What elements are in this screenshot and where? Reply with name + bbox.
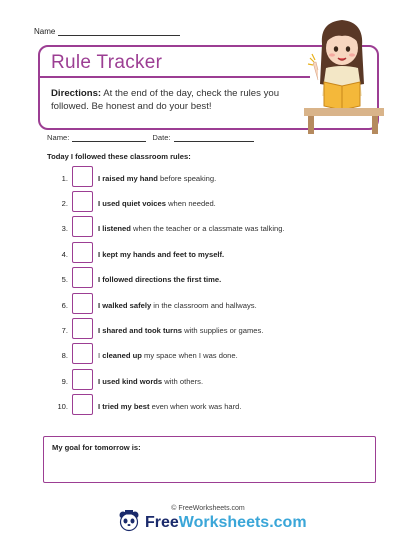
- brand-free: Free: [145, 514, 179, 531]
- meta-date-label: Date:: [152, 133, 171, 142]
- rule-text: I walked safely in the classroom and hallways.: [98, 301, 257, 310]
- rule-text: I followed directions the first time.: [98, 275, 222, 284]
- rule-text: I cleaned up my space when I was done.: [98, 351, 238, 360]
- page-title: Rule Tracker: [51, 52, 163, 73]
- rule-item: [0, 191, 416, 213]
- rule-checkbox[interactable]: [72, 343, 93, 364]
- rule-item: [0, 318, 416, 340]
- rule-checkbox[interactable]: [72, 191, 93, 212]
- rule-number: 8.: [61, 351, 68, 360]
- rule-checkbox[interactable]: [72, 216, 93, 237]
- rule-item: [0, 293, 416, 315]
- footer-url: © FreeWorksheets.com: [171, 505, 245, 512]
- rule-item: [0, 394, 416, 416]
- rule-checkbox[interactable]: [72, 318, 93, 339]
- goal-box[interactable]: [43, 436, 376, 483]
- rule-number: 3.: [61, 224, 68, 233]
- rule-number: 2.: [61, 199, 68, 208]
- rule-item: [0, 216, 416, 238]
- rule-number: 7.: [61, 326, 68, 335]
- directions: [51, 87, 316, 113]
- rule-checkbox[interactable]: [72, 267, 93, 288]
- rule-number: 4.: [61, 250, 68, 259]
- rule-text: I used kind words with others.: [98, 377, 204, 386]
- rule-text: I used quiet voices when needed.: [98, 199, 216, 208]
- rule-text: I raised my hand before speaking.: [98, 174, 217, 183]
- rule-item: [0, 267, 416, 289]
- name-blank[interactable]: [58, 27, 180, 36]
- rule-item: [0, 369, 416, 391]
- girl-reading-illustration: [300, 14, 384, 136]
- rule-number: 10.: [57, 402, 68, 411]
- goal-label: My goal for tomorrow is:: [52, 443, 141, 452]
- meta-date-blank[interactable]: [174, 134, 254, 142]
- meta-name-label: Name:: [47, 133, 70, 142]
- rule-checkbox[interactable]: [72, 394, 93, 415]
- rule-number: 6.: [61, 301, 68, 310]
- rule-checkbox[interactable]: [72, 166, 93, 187]
- rule-item: [0, 343, 416, 365]
- rule-text: I kept my hands and feet to myself.: [98, 250, 225, 259]
- rule-checkbox[interactable]: [72, 369, 93, 390]
- brand-worksheets: Worksheets.com: [178, 514, 307, 531]
- meta-name-blank[interactable]: [72, 134, 146, 142]
- rules-intro: Today I followed these classroom rules:: [47, 152, 191, 161]
- directions-text: At the end of the day, check the rules you followed. Be honest and do your best!: [51, 88, 280, 112]
- rule-number: 5.: [61, 275, 68, 284]
- brand-logo: [145, 514, 307, 532]
- rule-checkbox[interactable]: [72, 242, 93, 263]
- name-label: Name: [34, 27, 56, 36]
- rule-text: I shared and took turns with supplies or games.: [98, 326, 264, 335]
- rule-checkbox[interactable]: [72, 293, 93, 314]
- rule-text: I listened when the teacher or a classmate was talking.: [98, 224, 285, 233]
- name-date-row: [47, 133, 254, 142]
- rule-number: 1.: [61, 174, 68, 183]
- name-line-top: [34, 27, 180, 36]
- rule-item: [0, 242, 416, 264]
- rule-text: I tried my best even when work was hard.: [98, 402, 242, 411]
- directions-label: Directions:: [51, 88, 102, 99]
- rule-number: 9.: [61, 377, 68, 386]
- panda-logo-icon: [118, 510, 140, 532]
- rule-item: [0, 166, 416, 188]
